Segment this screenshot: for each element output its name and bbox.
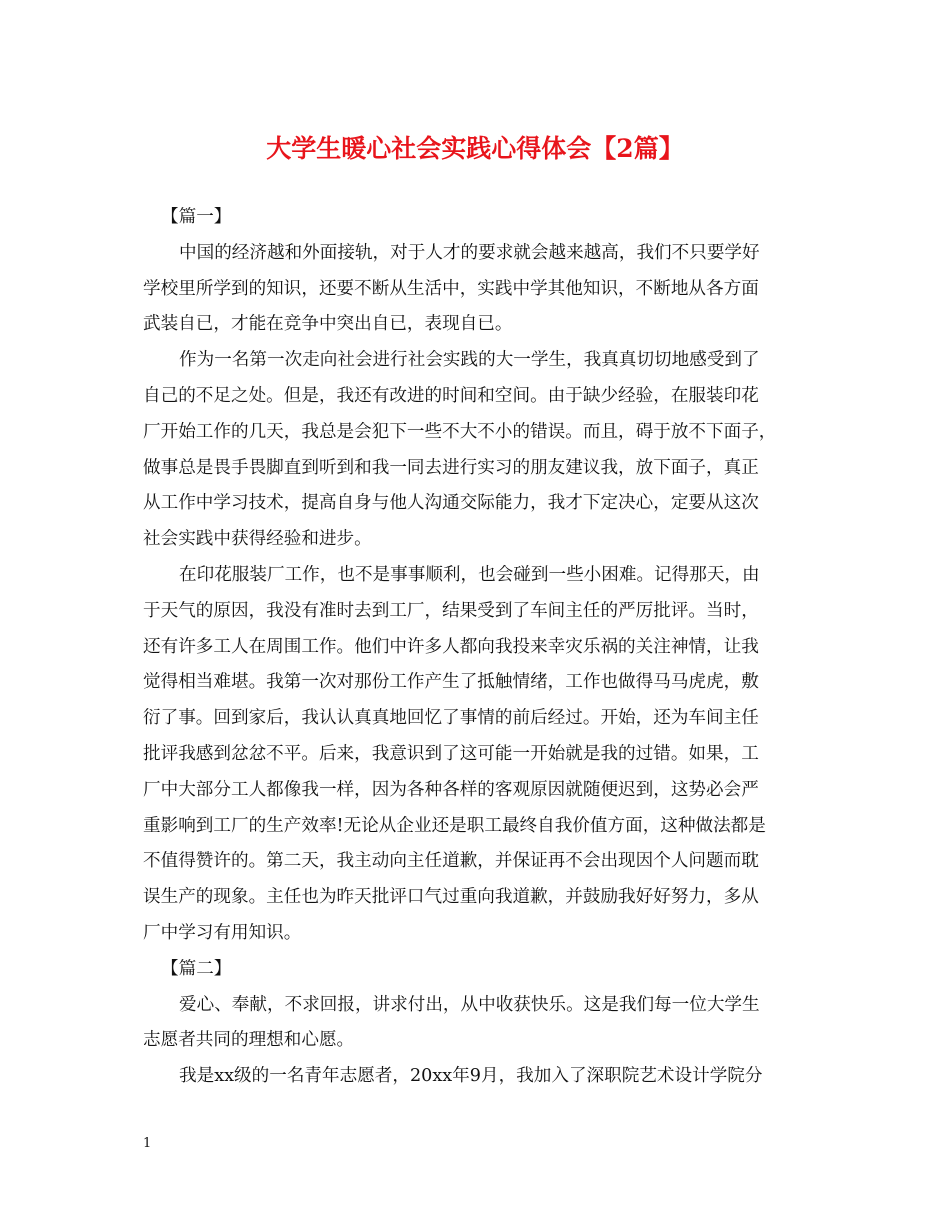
page-number: 1 [143, 1136, 152, 1151]
text-line: 自己的不足之处。但是，我还有改进的时间和空间。由于缺少经验，在服装印花 [143, 385, 759, 406]
text-line: 误生产的现象。主任也为昨天批评口气过重向我道歉，并鼓励我好好努力，多从 [143, 887, 759, 908]
text-line: 中国的经济越和外面接轨，对于人才的要求就会越来越高，我们不只要学好 [179, 242, 760, 263]
section-heading: 【篇二】 [161, 958, 232, 979]
text-line: 社会实践中获得经验和进步。 [143, 529, 372, 550]
page-title: 大学生暖心社会实践心得体会【2篇】 [266, 134, 684, 163]
text-line: 觉得相当难堪。我第一次对那份工作产生了抵触情绪，工作也做得马马虎虎，敷 [143, 672, 759, 693]
text-line: 作为一名第一次走向社会进行社会实践的大一学生，我真真切切地感受到了 [179, 350, 760, 371]
text-line: 武装自已，才能在竞争中突出自已，表现自已。 [143, 314, 513, 335]
text-line: 厂中大部分工人都像我一样，因为各种各样的客观原因就随便迟到，这势必会严 [143, 779, 759, 800]
text-line: 重影响到工厂的生产效率!无论从企业还是职工最终自我价值方面，这种做法都是 [143, 815, 766, 836]
text-line: 做事总是畏手畏脚直到听到和我一同去进行实习的朋友建议我，放下面子，真正 [143, 457, 759, 478]
text-line: 于天气的原因，我没有准时去到工厂，结果受到了车间主任的严厉批评。当时， [143, 600, 759, 621]
text-line: 厂开始工作的几天，我总是会犯下一些不大不小的错误。而且，碍于放不下面子， [143, 421, 777, 442]
text-line: 批评我感到忿忿不平。后来，我意识到了这可能一开始就是我的过错。如果，工 [143, 743, 759, 764]
text-line: 衍了事。回到家后，我认认真真地回忆了事情的前后经过。开始，还为车间主任 [143, 708, 759, 729]
document-body [143, 200, 823, 1095]
text-line: 不值得赞许的。第二天，我主动向主任道歉，并保证再不会出现因个人问题而耽 [143, 851, 759, 872]
text-line: 我是xx级的一名青年志愿者，20xx年9月，我加入了深职院艺术设计学院分 [179, 1066, 763, 1087]
text-line: 爱心、奉献，不求回报，讲求付出，从中收获快乐。这是我们每一位大学生 [179, 994, 760, 1015]
text-line: 志愿者共同的理想和心愿。 [143, 1030, 355, 1051]
text-line: 在印花服装厂工作，也不是事事顺利，也会碰到一些小困难。记得那天，由 [179, 564, 760, 585]
text-line: 学校里所学到的知识，还要不断从生活中，实践中学其他知识，不断地从各方面 [143, 278, 759, 299]
text-line: 从工作中学习技术，提高自身与他人沟通交际能力，我才下定决心，定要从这次 [143, 493, 759, 514]
text-line: 厂中学习有用知识。 [143, 922, 302, 943]
text-line: 还有许多工人在周围工作。他们中许多人都向我投来幸灾乐祸的关注神情，让我 [143, 636, 759, 657]
section-heading: 【篇一】 [161, 207, 232, 227]
